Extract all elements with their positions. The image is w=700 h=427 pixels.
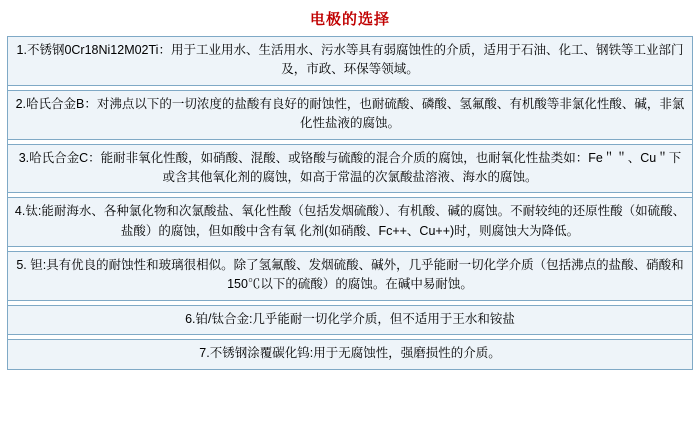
table-row	[8, 340, 693, 369]
row-text-4: 4.钛:能耐海水、各种氯化物和次氯酸盐、氧化性酸（包括发烟硫酸）、有机酸、碱的腐蚀。不耐较纯的还原性酸（如硫酸、盐酸）的腐蚀，但如酸中含有氧 化剂(如硝酸、Fc++、Cu++)时，则腐蚀大为降低。	[8, 198, 693, 247]
table-row	[8, 90, 693, 139]
table-row	[8, 198, 693, 247]
row-text-5: 5. 钽:具有优良的耐蚀性和玻璃很相似。除了氢氟酸、发烟硫酸、碱外，几乎能耐一切化学介质（包括沸点的盐酸、硝酸和150℃以下的硫酸）的腐蚀。在碱中易耐蚀。	[8, 252, 693, 301]
electrode-selection-table	[7, 36, 693, 370]
row-text-6: 6.铂/钛合金:几乎能耐一切化学介质，但不适用于王水和铵盐	[8, 305, 693, 334]
row-text-2: 2.哈氏合金B：对沸点以下的一切浓度的盐酸有良好的耐蚀性，也耐硫酸、磷酸、氢氟酸、有机酸等非氯化性酸、碱，非氯化性盐液的腐蚀。	[8, 90, 693, 139]
row-text-1: 1.不锈钢0Cr18Ni12M02Ti：用于工业用水、生活用水、污水等具有弱腐蚀性的介质，适用于石油、化工、钢铁等工业部门及，市政、环保等领域。	[8, 37, 693, 86]
table-row	[8, 144, 693, 193]
table-row	[8, 252, 693, 301]
page-title: 电极的选择	[309, 11, 390, 28]
table-row	[8, 305, 693, 334]
row-text-3: 3.哈氏合金C：能耐非氧化性酸，如硝酸、混酸、或铬酸与硫酸的混合介质的腐蚀，也耐氧化性盐类如：Fe＂＂、Cu＂下或含其他氧化剂的腐蚀，如高于常温的次氯酸盐溶液、海水的腐蚀。	[8, 144, 693, 193]
row-text-7: 7.不锈钢涂覆碳化钨:用于无腐蚀性，强磨损性的介质。	[8, 340, 693, 369]
table-row	[8, 37, 693, 86]
